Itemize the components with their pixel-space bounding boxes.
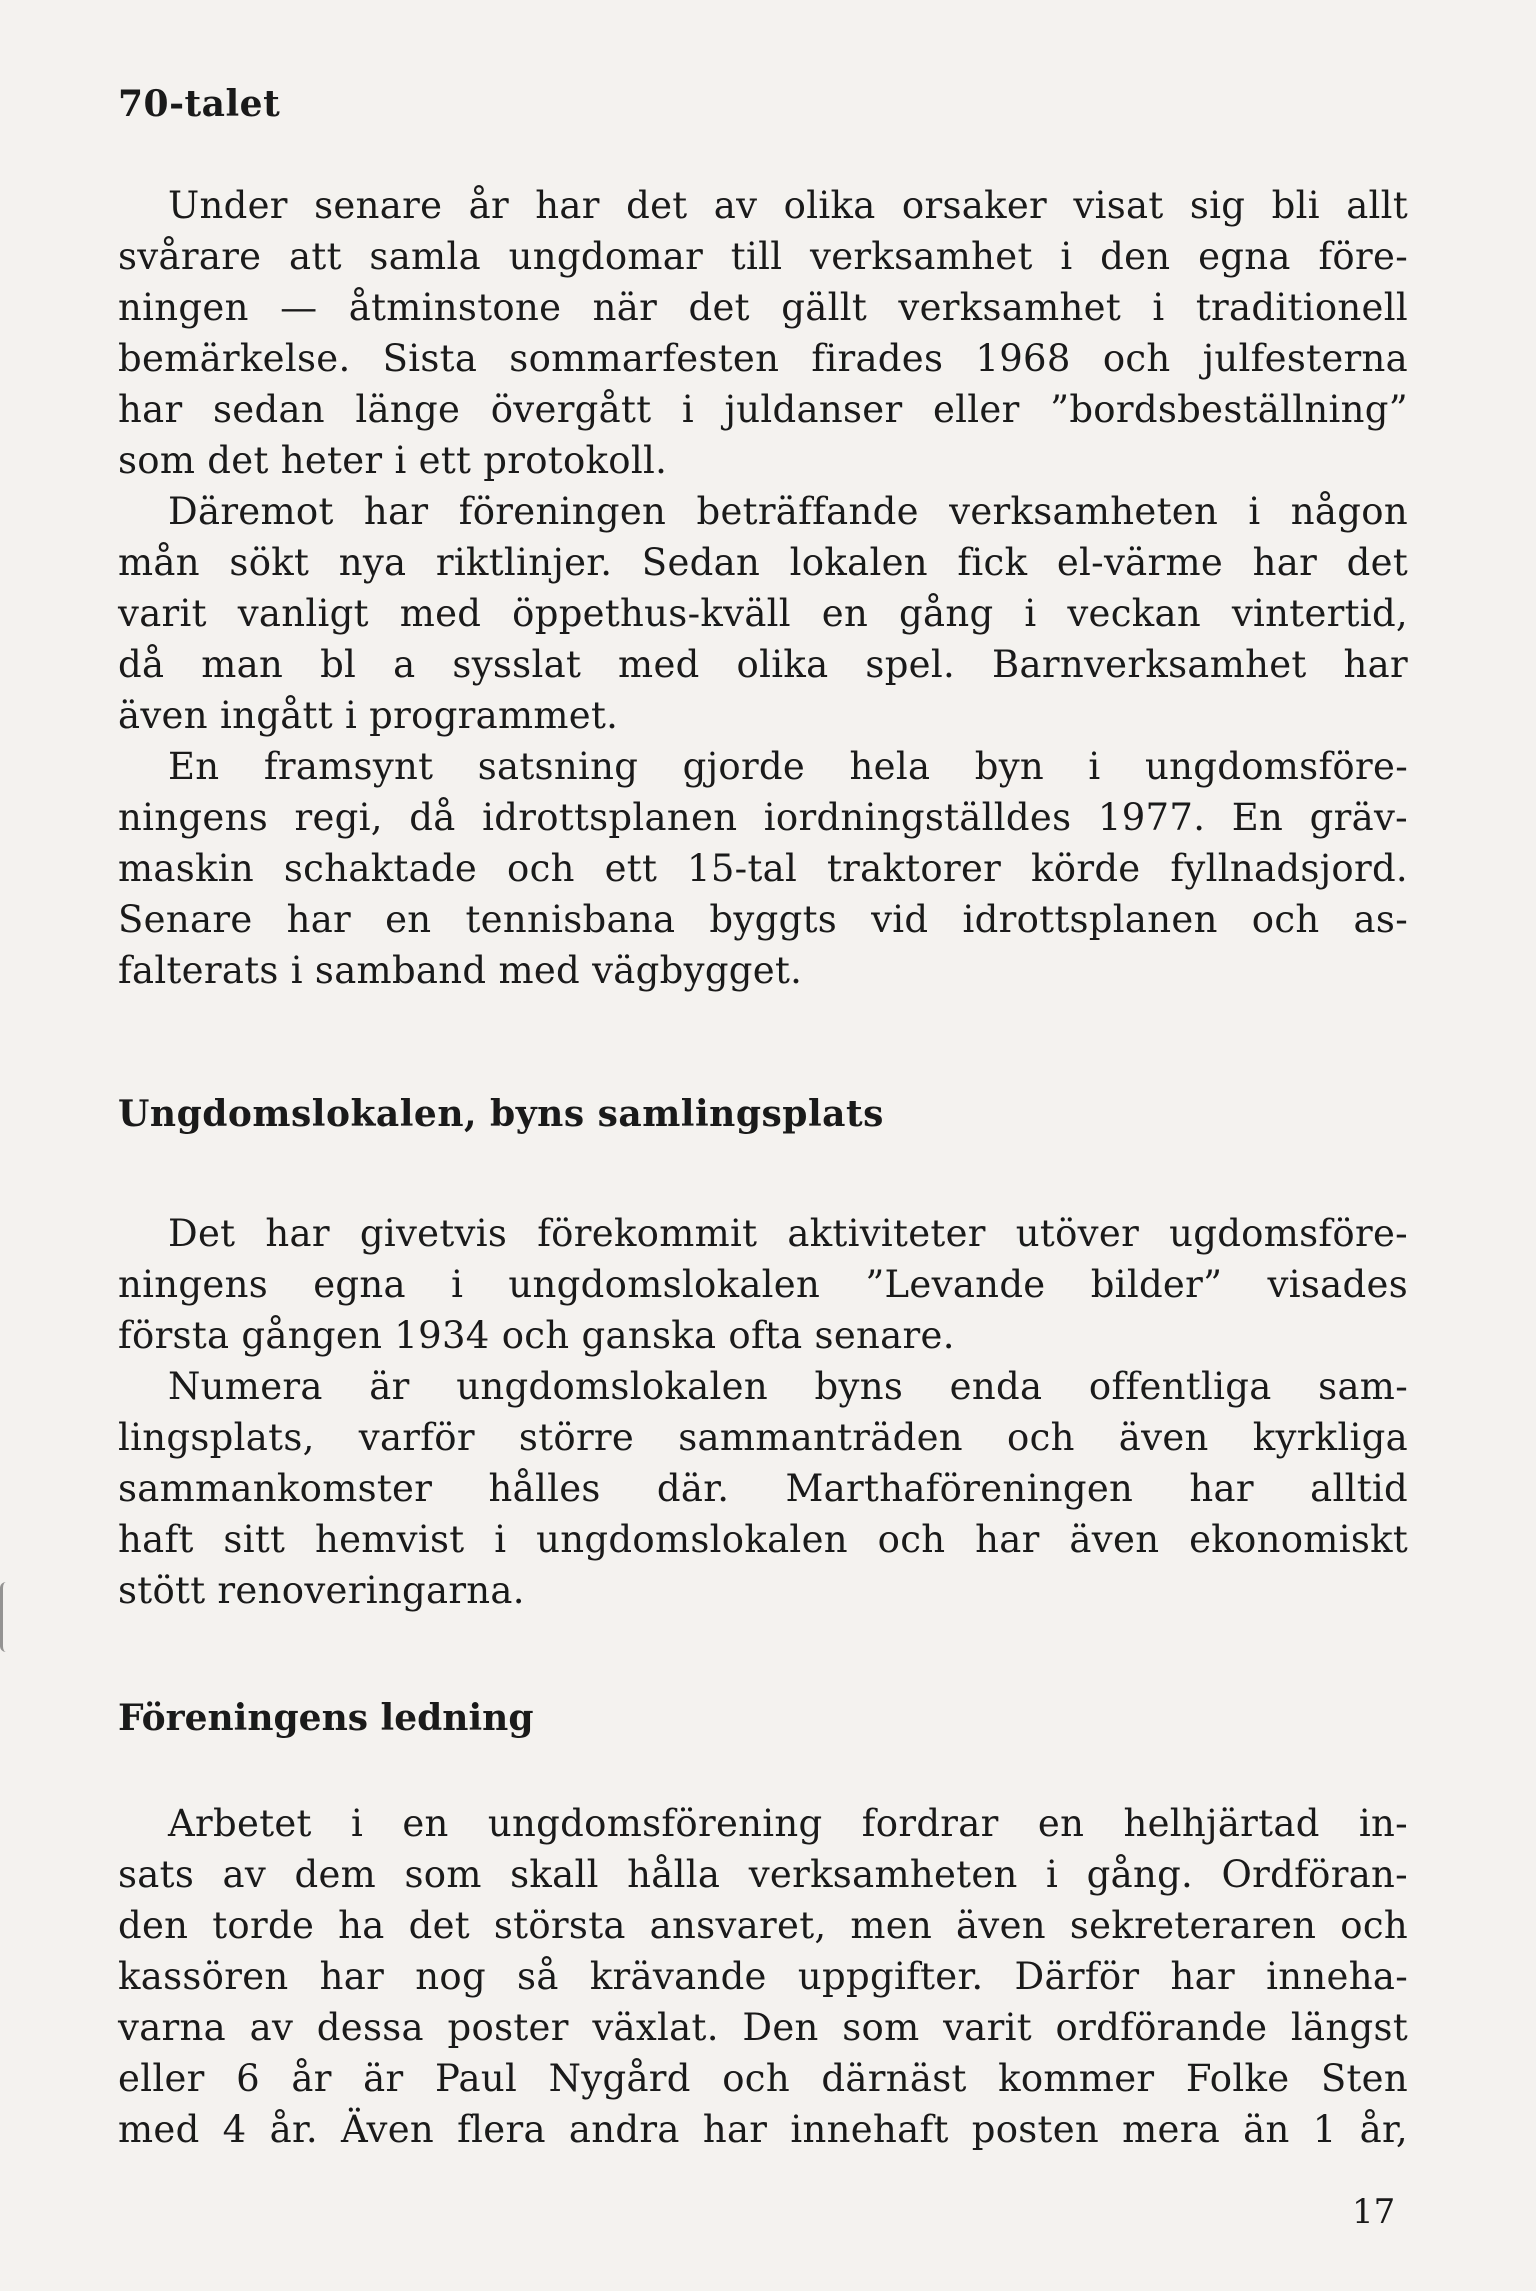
paragraph (118, 741, 1408, 996)
text-line: varit vanligt med öppethus-kväll en gång i veckan vintertid, (118, 592, 1408, 635)
text-line: första gången 1934 och ganska ofta senare. (118, 1314, 955, 1357)
paragraph (118, 1208, 1408, 1361)
paragraph (118, 1361, 1408, 1616)
text-line: stött renoveringarna. (118, 1569, 525, 1612)
section-heading-ungdomslokalen: Ungdomslokalen, byns samlingsplats (118, 1093, 884, 1135)
text-line: eller 6 år är Paul Nygård och därnäst kommer Folke Sten (118, 2057, 1408, 2100)
text-line: lingsplats, varför större sammanträden och även kyrkliga (118, 1416, 1408, 1459)
section-heading-70-talet: 70-talet (118, 83, 281, 125)
text-line: även ingått i programmet. (118, 694, 619, 737)
text-line: mån sökt nya riktlinjer. Sedan lokalen fick el-värme har det (118, 541, 1408, 584)
paragraph (118, 1798, 1408, 2155)
text-line: har sedan länge övergått i juldanser eller ”bordsbeställning” (118, 388, 1408, 431)
section-heading-foreningens-ledning: Föreningens ledning (118, 1697, 534, 1739)
text-line: ningens egna i ungdomslokalen ”Levande bilder” visades (118, 1263, 1408, 1306)
text-line: En framsynt satsning gjorde hela byn i ungdomsföre- (168, 745, 1408, 788)
paragraph (118, 486, 1408, 741)
text-line: med 4 år. Även flera andra har innehaft posten mera än 1 år, (118, 2108, 1408, 2151)
section-body-ungdomslokalen (118, 1208, 1408, 1616)
text-line: sats av dem som skall hålla verksamheten i gång. Ordföran- (118, 1853, 1408, 1896)
text-line: varna av dessa poster växlat. Den som varit ordförande längst (118, 2006, 1408, 2049)
page-number: 17 (1352, 2192, 1396, 2232)
text-line: svårare att samla ungdomar till verksamhet i den egna före- (118, 235, 1408, 278)
paragraph (118, 180, 1408, 486)
text-line: den torde ha det största ansvaret, men även sekreteraren och (118, 1904, 1408, 1947)
text-line: ningen — åtminstone när det gällt verksamhet i traditionell (118, 286, 1408, 329)
section-body-foreningens-ledning (118, 1798, 1408, 2155)
text-line: som det heter i ett protokoll. (118, 439, 668, 482)
text-line: falterats i samband med vägbygget. (118, 949, 803, 992)
text-line: kassören har nog så krävande uppgifter. Därför har inneha- (118, 1955, 1408, 1998)
page-edge-mark (0, 1582, 11, 1652)
text-line: Numera är ungdomslokalen byns enda offentliga sam- (168, 1365, 1408, 1408)
text-line: Det har givetvis förekommit aktiviteter utöver ugdomsföre- (168, 1212, 1408, 1255)
text-line: Arbetet i en ungdomsförening fordrar en helhjärtad in- (168, 1802, 1408, 1845)
section-body-70-talet (118, 180, 1408, 996)
text-line: bemärkelse. Sista sommarfesten firades 1968 och julfesterna (118, 337, 1408, 380)
text-line: ningens regi, då idrottsplanen iordningställdes 1977. En gräv- (118, 796, 1408, 839)
text-line: Under senare år har det av olika orsaker visat sig bli allt (168, 184, 1408, 227)
text-line: Senare har en tennisbana byggts vid idrottsplanen och as- (118, 898, 1408, 941)
text-line: sammankomster hålles där. Marthaföreningen har alltid (118, 1467, 1408, 1510)
text-line: då man bl a sysslat med olika spel. Barnverksamhet har (118, 643, 1408, 686)
text-line: haft sitt hemvist i ungdomslokalen och har även ekonomiskt (118, 1518, 1408, 1561)
text-line: Däremot har föreningen beträffande verksamheten i någon (168, 490, 1408, 533)
text-line: maskin schaktade och ett 15-tal traktorer körde fyllnadsjord. (118, 847, 1408, 890)
